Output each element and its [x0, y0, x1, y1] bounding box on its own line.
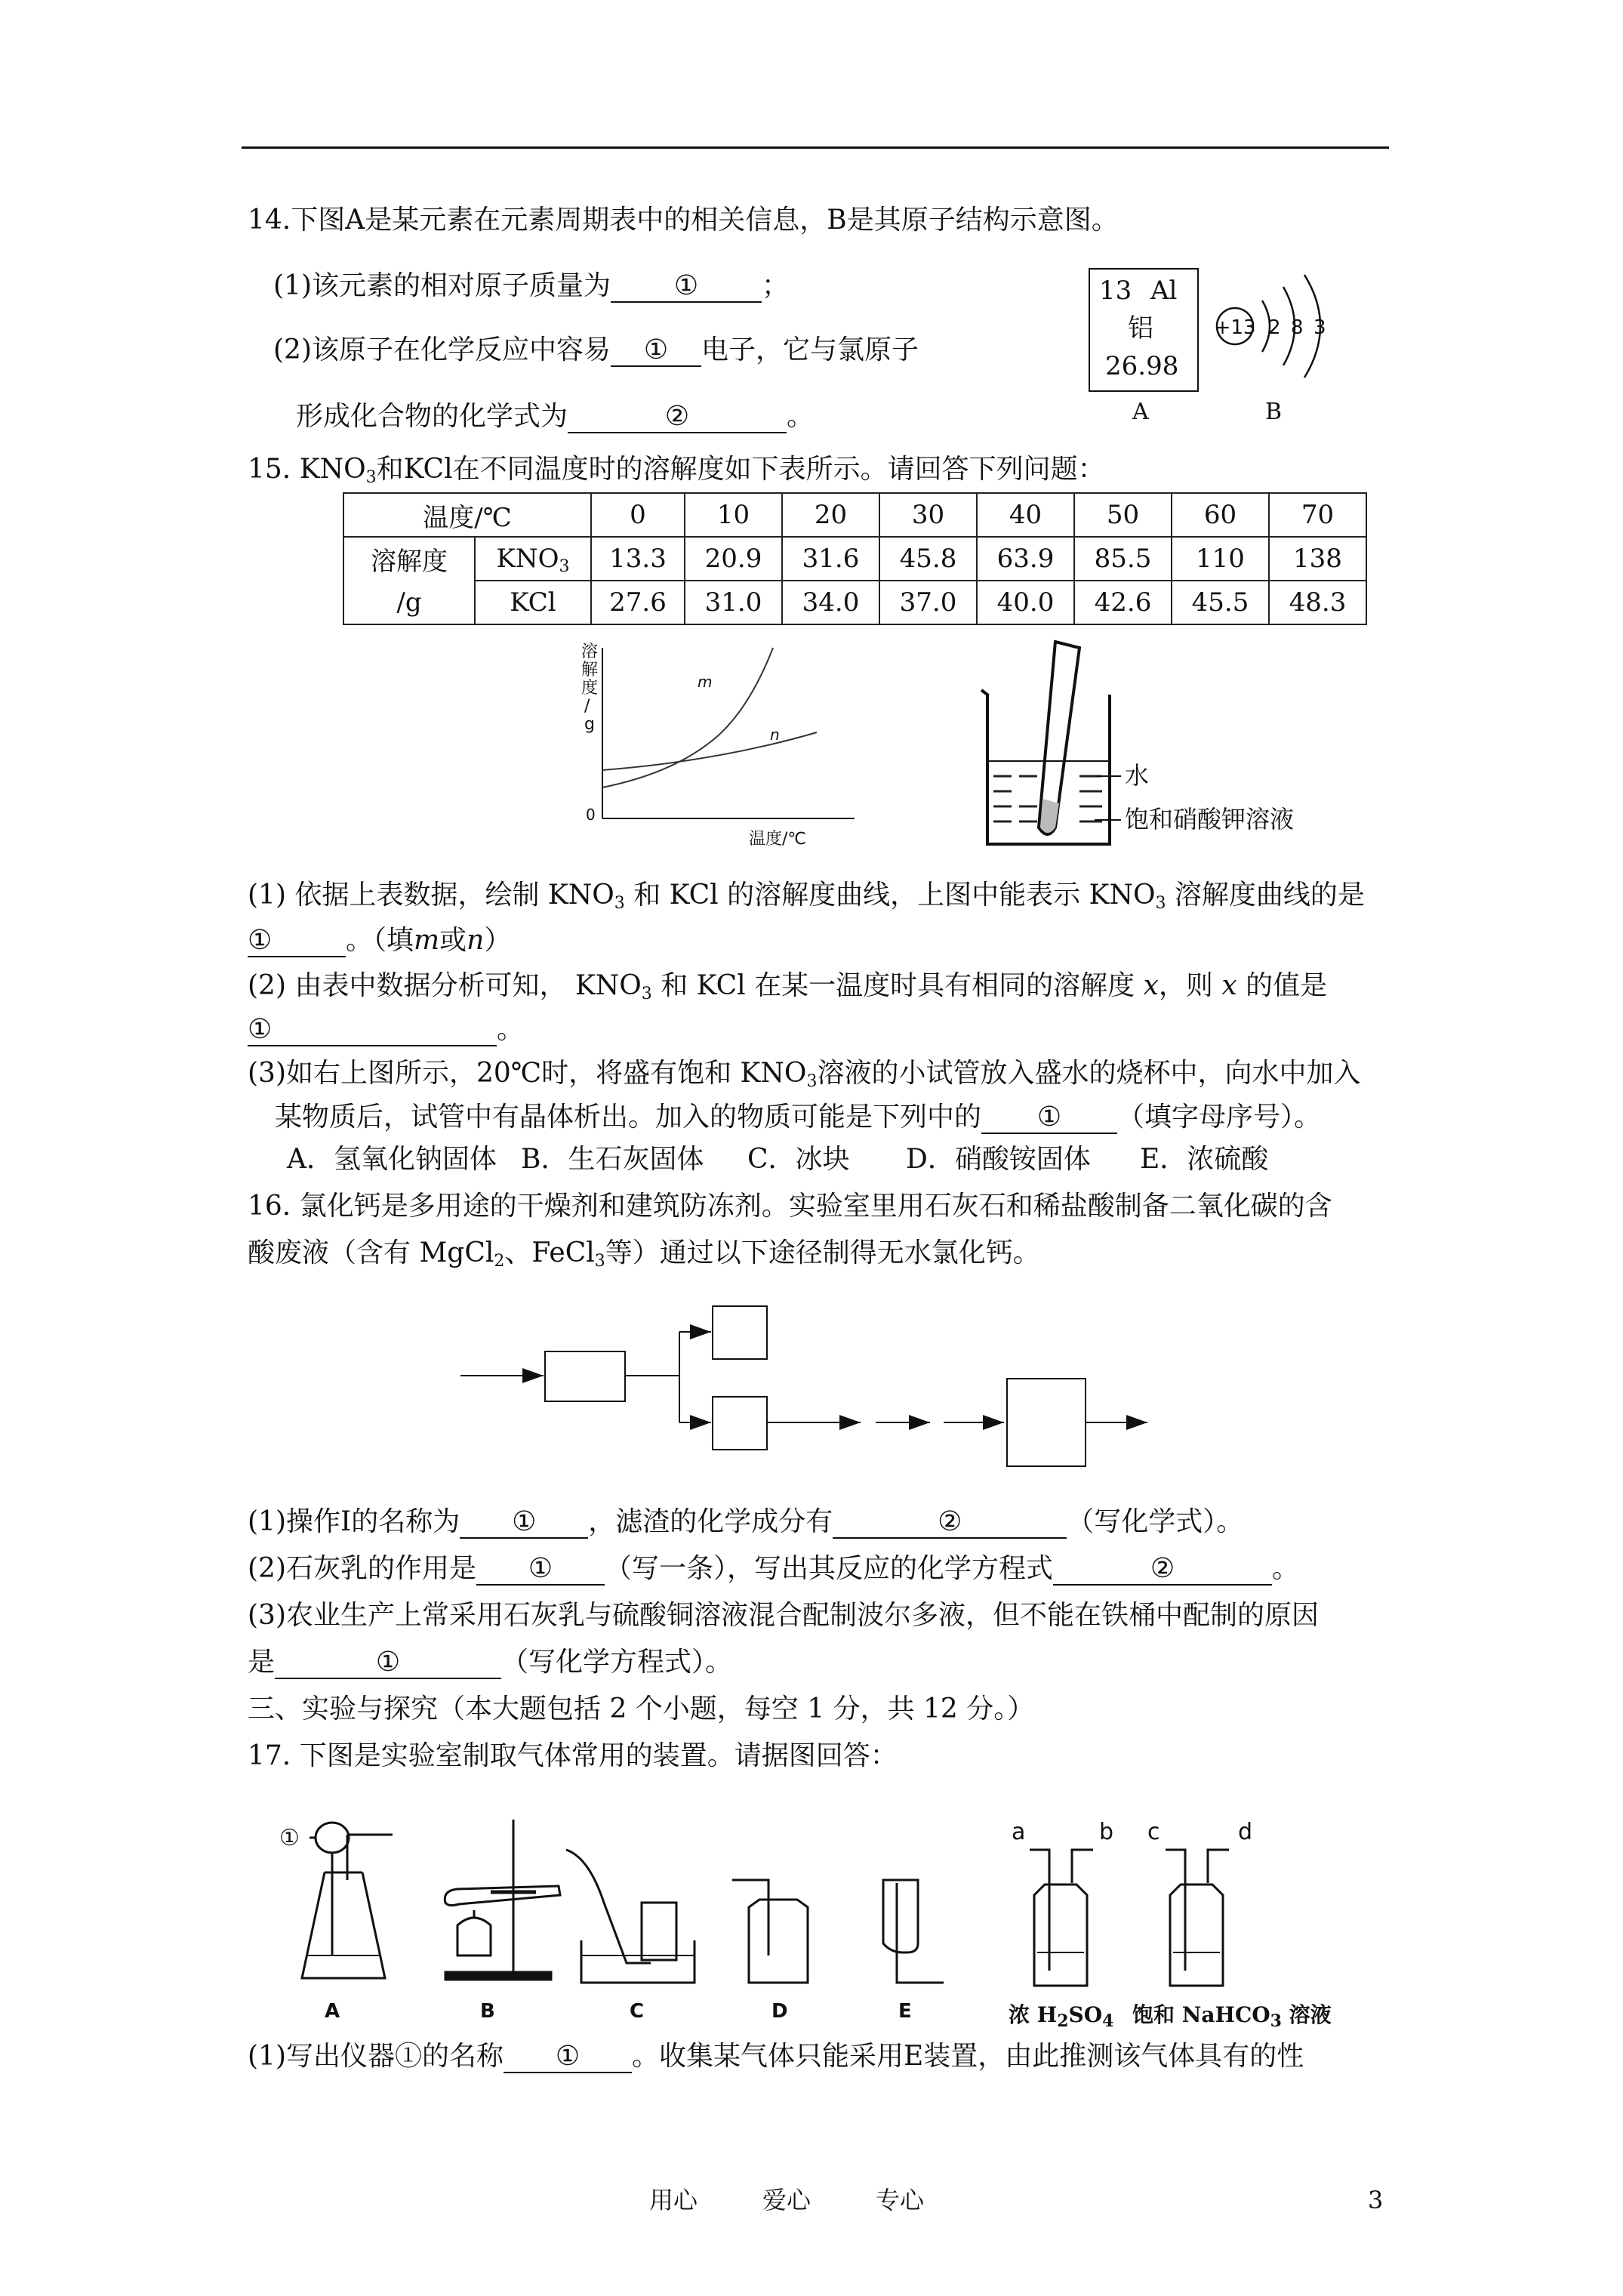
table-cell: 27.6: [591, 581, 685, 624]
table-cell: 45.8: [879, 537, 977, 581]
flow-box: [713, 1306, 767, 1359]
table-cell: 110: [1172, 537, 1269, 581]
option: B．生石灰固体: [521, 1144, 704, 1175]
y-axis-label: 解: [581, 661, 599, 680]
flow-box: [1007, 1379, 1086, 1466]
instrument-marker: ①: [279, 1825, 300, 1851]
solution-label: 饱和硝酸钾溶液: [1125, 805, 1295, 834]
table-cell: 37.0: [879, 581, 977, 624]
table-cell: 10: [685, 493, 782, 537]
row-label-kno3: $KNO_3$: [475, 537, 591, 581]
table-cell: 138: [1269, 537, 1366, 581]
y-axis-label: /: [584, 697, 590, 716]
answer-blank[interactable]: ①: [248, 1015, 497, 1046]
port-label-c: c: [1147, 1819, 1160, 1845]
table-cell: 40: [977, 493, 1074, 537]
flow-box: [713, 1397, 767, 1450]
q16-sub1: (1)操作Ⅰ的名称为 ① ，滤渣的化学成分有 ② （写化学式）。: [248, 1506, 1244, 1537]
apparatus-label: C: [630, 2000, 645, 2023]
q17-stem: 17. 下图是实验室制取气体常用的装置。请据图回答：: [248, 1740, 898, 1771]
q16-stem-line2: 酸废液（含有 MgCl$_2$、FeCl$_3$等）通过以下途径制得无水氯化钙。: [248, 1237, 1040, 1271]
answer-blank[interactable]: ②: [568, 402, 787, 433]
apparatus-label: D: [771, 2000, 788, 2023]
apparatus-a: [302, 1823, 393, 1978]
table-cell: 45.5: [1172, 581, 1269, 624]
shell-electrons: 8: [1291, 316, 1304, 339]
apparatus-e: [883, 1880, 944, 1983]
element-card: 13 Al 铝 26.98: [1089, 268, 1199, 392]
footer-motto-1: 用心: [649, 2186, 698, 2214]
q16-sub3-line2: 是 ① （写化学方程式）。: [248, 1647, 733, 1678]
x-axis-label: 温度/℃: [749, 830, 807, 849]
section-heading: 三、实验与探究（本大题包括 2 个小题，每空 1 分，共 12 分。）: [248, 1693, 1035, 1724]
solubility-table: [343, 492, 1367, 625]
answer-blank[interactable]: ①: [611, 335, 701, 367]
curve-n: [602, 732, 817, 770]
q15-sub2-line2: ① 。: [248, 1014, 525, 1045]
footer-motto-2: 爱心: [762, 2186, 812, 2214]
figure-label-b: B: [1265, 399, 1283, 425]
answer-blank[interactable]: ①: [248, 926, 346, 957]
answer-blank[interactable]: ②: [1053, 1554, 1272, 1586]
q15-sub1: (1) 依据上表数据，绘制 $KNO_3$ 和 KCl 的溶解度曲线，上图中能表示 $KNO_3$ 溶解度曲线的是: [248, 880, 1365, 913]
header-rule: [242, 146, 1389, 149]
option: A．氢氧化钠固体: [287, 1144, 497, 1175]
page-number: 3: [1368, 2186, 1384, 2214]
temp-header: 温度/℃: [343, 493, 591, 537]
q14-stem: 14.下图A是某元素在元素周期表中的相关信息，B是其原子结构示意图。: [248, 205, 1119, 236]
table-cell: 31.6: [782, 537, 879, 581]
bottle1-label: 浓 $H_2SO_4$: [1009, 2002, 1114, 2031]
curve-m-label: m: [698, 673, 713, 691]
option: D．硝酸铵固体: [906, 1144, 1091, 1175]
apparatus-b: [445, 1820, 560, 1980]
answer-blank[interactable]: ①: [504, 2042, 632, 2073]
table-cell: 30: [879, 493, 977, 537]
option: E．浓硫酸: [1140, 1144, 1269, 1175]
q16-sub3-line1: (3)农业生产上常采用石灰乳与硫酸铜溶液混合配制波尔多液，但不能在铁桶中配制的原因: [248, 1600, 1319, 1631]
apparatus-d: [732, 1880, 808, 1983]
footer-motto-3: 专心: [876, 2186, 925, 2214]
port-label-b: b: [1099, 1819, 1114, 1845]
apparatus-label: B: [480, 2000, 495, 2023]
table-cell: 60: [1172, 493, 1269, 537]
element-mass: 26.98: [1105, 351, 1179, 381]
row-label: 溶解度: [343, 537, 475, 581]
nucleus-charge: +13: [1214, 316, 1256, 339]
y-axis-label: g: [584, 715, 595, 734]
answer-blank[interactable]: ①: [275, 1647, 501, 1679]
table-cell: 42.6: [1074, 581, 1172, 624]
table-row: [343, 493, 1366, 537]
q15-sub3-line2: 某物质后，试管中有晶体析出。加入的物质可能是下列中的 ① （填字母序号）。: [275, 1102, 1322, 1133]
shell-electrons: 2: [1268, 316, 1281, 339]
q15-sub1-line2: ① 。（填m或n）: [248, 925, 512, 956]
table-cell: 50: [1074, 493, 1172, 537]
q14-part1: (1)该元素的相对原子质量为 ① ；: [273, 270, 790, 301]
apparatus-label: A: [325, 2000, 340, 2023]
element-name: 铝: [1128, 313, 1153, 344]
table-cell: 85.5: [1074, 537, 1172, 581]
row-label-kcl: KCl: [475, 581, 591, 624]
option: C．冰块: [747, 1144, 850, 1175]
apparatus-c: [566, 1850, 694, 1983]
process-flowchart: [453, 1291, 1163, 1480]
solubility-curve-sketch: [568, 640, 870, 852]
table-cell: 70: [1269, 493, 1366, 537]
q15-options: [287, 1142, 1268, 1178]
q15-sub2: (2) 由表中数据分析可知， $KNO_3$ 和 KCl 在某一温度时具有相同的溶解度 x，则 x 的值是: [248, 970, 1328, 1003]
table-row: [343, 537, 1366, 581]
q17-sub1: (1)写出仪器①的名称 ① 。收集某气体只能采用E装置，由此推测该气体具有的性: [248, 2041, 1304, 2072]
water-label: 水: [1125, 761, 1150, 790]
table-row: [343, 581, 1366, 624]
table-cell: 0: [591, 493, 685, 537]
answer-blank[interactable]: ①: [476, 1554, 605, 1586]
q15-stem: 15. $KNO_3$和KCl在不同温度时的溶解度如下表所示。请回答下列问题：: [248, 454, 1105, 487]
y-axis-label: 度: [581, 679, 599, 698]
y-axis-label: 溶: [581, 643, 599, 661]
table-cell: 34.0: [782, 581, 879, 624]
answer-blank[interactable]: ①: [981, 1102, 1117, 1134]
table-cell: 20: [782, 493, 879, 537]
beaker-test-tube-figure: [966, 633, 1389, 859]
washing-bottle-1: [1030, 1850, 1093, 1986]
table-cell: 20.9: [685, 537, 782, 581]
apparatus-label: E: [898, 2000, 912, 2023]
table-cell: 48.3: [1269, 581, 1366, 624]
curve-n-label: n: [770, 726, 780, 744]
table-cell: 63.9: [977, 537, 1074, 581]
curve-m: [602, 648, 773, 787]
table-cell: 40.0: [977, 581, 1074, 624]
answer-blank[interactable]: ②: [833, 1507, 1067, 1539]
table-cell: 31.0: [685, 581, 782, 624]
q14-part3: 形成化合物的化学式为 ② 。: [296, 401, 815, 432]
q14-part2: (2)该原子在化学反应中容易 ① 电子，它与氯原子: [273, 334, 919, 365]
origin-label: 0: [586, 806, 596, 824]
q15-sub3: (3)如右上图所示，20℃时，将盛有饱和 $KNO_3$溶液的小试管放入盛水的烧杯中，向水中加入: [248, 1058, 1361, 1091]
q16-stem-line1: 16. 氯化钙是多用途的干燥剂和建筑防冻剂。实验室里用石灰石和稀盐酸制备二氧化碳的含: [248, 1191, 1332, 1222]
bottle2-label: 饱和 NaHCO$_3$ 溶液: [1132, 2002, 1332, 2031]
port-label-a: a: [1012, 1819, 1026, 1845]
atom-structure-diagram: [1208, 264, 1359, 393]
flow-box: [545, 1351, 625, 1401]
port-label-d: d: [1238, 1819, 1253, 1845]
answer-blank[interactable]: ①: [611, 271, 762, 303]
row-label: /g: [343, 581, 475, 624]
shell-electrons: 3: [1313, 316, 1326, 339]
q16-sub2: (2)石灰乳的作用是 ① （写一条），写出其反应的化学方程式 ② 。: [248, 1553, 1300, 1584]
washing-bottle-2: [1166, 1850, 1229, 1986]
figure-label-a: A: [1132, 399, 1149, 425]
table-cell: 13.3: [591, 537, 685, 581]
answer-blank[interactable]: ①: [460, 1507, 588, 1539]
